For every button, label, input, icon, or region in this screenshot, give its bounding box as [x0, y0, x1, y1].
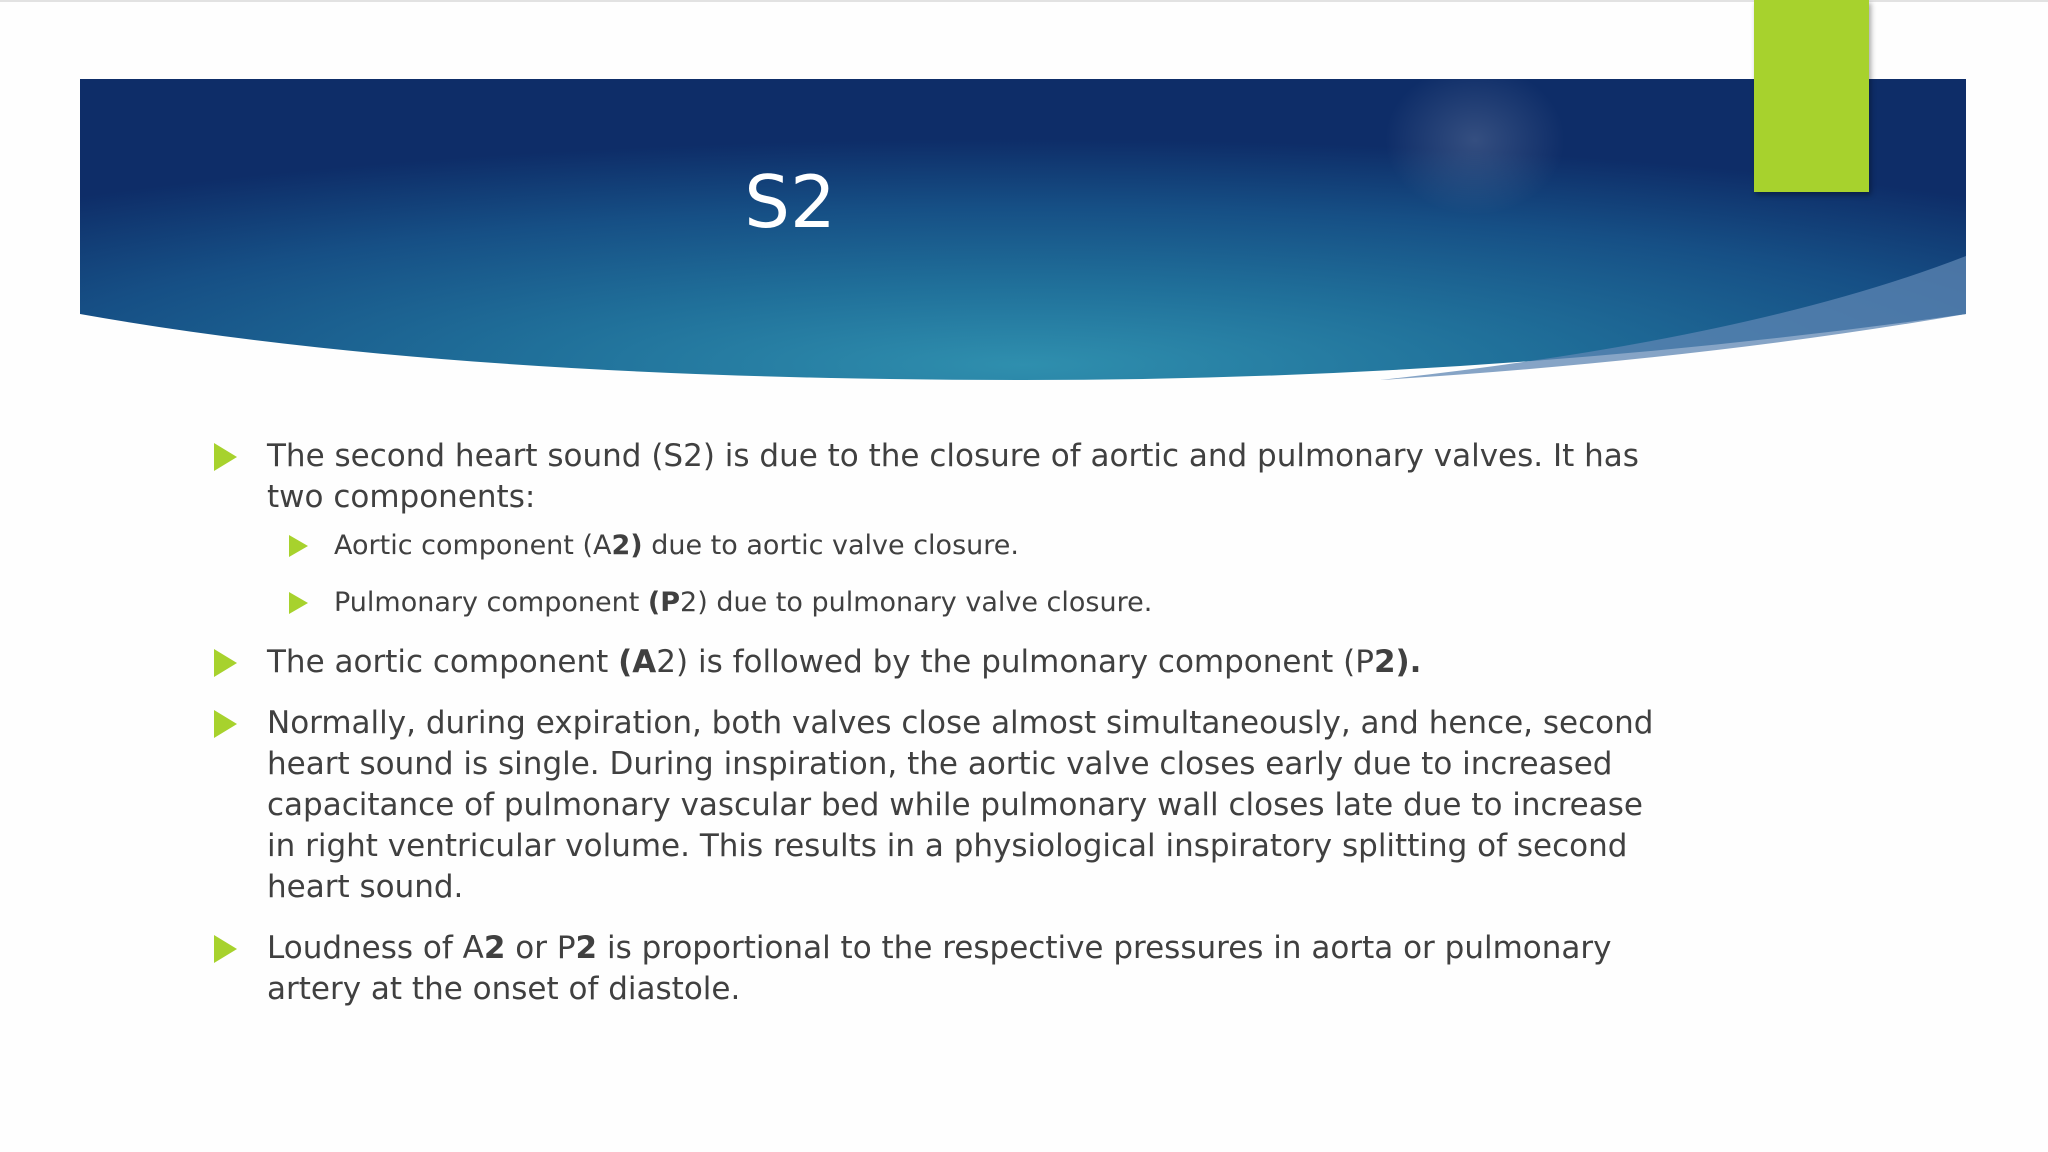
bullet-arrow-icon — [214, 710, 237, 738]
text-segment: 2) due to pulmonary valve closure. — [680, 587, 1153, 618]
bullet-item — [210, 436, 1670, 621]
bullet-arrow-icon — [214, 443, 237, 471]
text-segment: due to aortic valve closure. — [642, 530, 1019, 561]
bullet-arrow-icon — [214, 649, 237, 677]
slide-title: S2 — [744, 160, 836, 244]
text-segment: 2) — [611, 530, 643, 561]
sub-bullet-arrow-icon — [289, 592, 308, 614]
text-segment: The second heart sound (S2) is due to the closure of aortic and pulmonary valves. It has two components: — [267, 438, 1639, 515]
text-segment: Loudness of A — [267, 930, 484, 966]
sub-bullet-text — [334, 530, 1019, 561]
text-segment: 2) is followed by the pulmonary component (P — [656, 644, 1374, 680]
bullet-arrow-icon — [214, 935, 237, 963]
sub-bullet-item — [210, 528, 1670, 564]
bullet-text — [267, 930, 1612, 1007]
text-segment: Normally, during expiration, both valves close almost simultaneously, and hence, second heart sound is single. During inspiration, the aortic valve closes early due to increased capacitance of pulmonary vascular bed while pulmonary wall closes late due to increase in right ventricular volume. This results in a physiological inspiratory splitting of second heart sound. — [267, 705, 1654, 905]
sub-bullet-item — [210, 585, 1670, 621]
bullet-item — [210, 928, 1670, 1010]
text-segment: The aortic component — [267, 644, 619, 680]
bullet-text — [267, 438, 1639, 515]
text-segment: 2 — [575, 930, 598, 966]
text-segment: (P — [647, 587, 681, 618]
text-segment: 2). — [1373, 644, 1422, 680]
bullet-text — [267, 644, 1421, 680]
sub-bullet-arrow-icon — [289, 535, 308, 557]
accent-tab — [1754, 0, 1869, 192]
text-segment: (A — [618, 644, 657, 680]
bullet-text — [267, 705, 1653, 905]
text-segment: Aortic component (A — [334, 530, 612, 561]
sub-bullet-list — [267, 528, 1670, 621]
text-segment: or P — [505, 930, 576, 966]
title-banner — [0, 0, 2048, 400]
text-segment: Pulmonary component — [334, 587, 648, 618]
text-segment: 2 — [483, 930, 506, 966]
bullet-item — [210, 642, 1670, 683]
sub-bullet-text — [334, 587, 1152, 618]
text-segment: is proportional to the respective pressures in aorta or pulmonary artery at the onset of diastole. — [267, 930, 1612, 1007]
bullet-item — [210, 703, 1670, 908]
bullet-list — [210, 436, 1670, 1030]
